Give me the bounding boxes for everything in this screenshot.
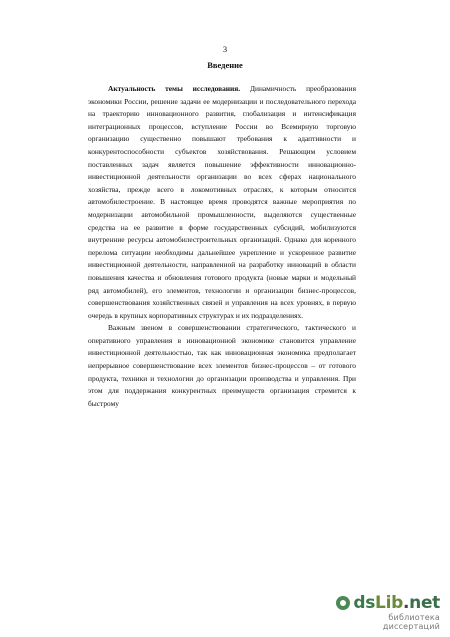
paragraph-lead: Актуальность темы исследования. bbox=[108, 84, 241, 93]
paragraph-text: Динамичность преобразования экономики России, решение задачи ее модернизации и последовательного перехода на траекторию инновационного развития, глобализация и интенсификация интеграционных процессов, вступление России во Всемирную торговую организацию существенно повышают требования к адаптивности и конкурентоспособности субъектов хозяйствования. Решающим условием поставленных задач является повышение эффективности инновационно-инвестиционной деятельности организации во всех сферах национального хозяйства, прежде всего в локомотивных отраслях, к которым относится автомобилестроение. В настоящее время проводятся важные мероприятия по модернизации автомобильной промышленности, выделяются существенные средства на ее развитие в форме государственных субсидий, мобилизуются внутренние ресурсы автомобилестроительных организаций. Однако для коренного перелома ситуации необходимы дальнейшее укрепление и ускоренное развитие инвестиционной деятельности, направленной на разработку инноваций в области повышения качества и обновления готового продукта (новые марки и модельный ряд автомобилей), его элементов, технологии и организации бизнес-процессов, совершенствования хозяйственных связей и управления на всех уровнях, в первую очередь в крупных корпоративных структурах и их подразделениях. bbox=[88, 84, 356, 320]
dslib-logo-icon bbox=[336, 596, 350, 610]
logo-ds: ds bbox=[353, 593, 376, 613]
watermark bbox=[330, 594, 440, 631]
paragraph-2 bbox=[88, 322, 356, 410]
logo-lib: Lib bbox=[375, 593, 403, 613]
paragraph-text: Важным звеном в совершенствовании стратегического, тактического и оперативного управления в инновационной экономике становится управление инвестиционной деятельностью, так как инновационная экономика предполагает непрерывное совершенствование всех элементов бизнес-процессов – от готового продукта, техники и технологии до организации производства и управления. При этом для поддержания конкурентных преимуществ организация стремится к быстрому bbox=[88, 323, 356, 408]
page-number: 3 bbox=[222, 44, 228, 54]
logo-net: net bbox=[409, 593, 440, 613]
body-text bbox=[88, 83, 356, 410]
logo-dot: . bbox=[402, 593, 410, 613]
watermark-logo bbox=[330, 594, 440, 612]
paragraph-1 bbox=[88, 83, 356, 322]
section-heading: Введение bbox=[207, 60, 243, 70]
watermark-tagline: библиотека диссертаций bbox=[382, 613, 440, 631]
